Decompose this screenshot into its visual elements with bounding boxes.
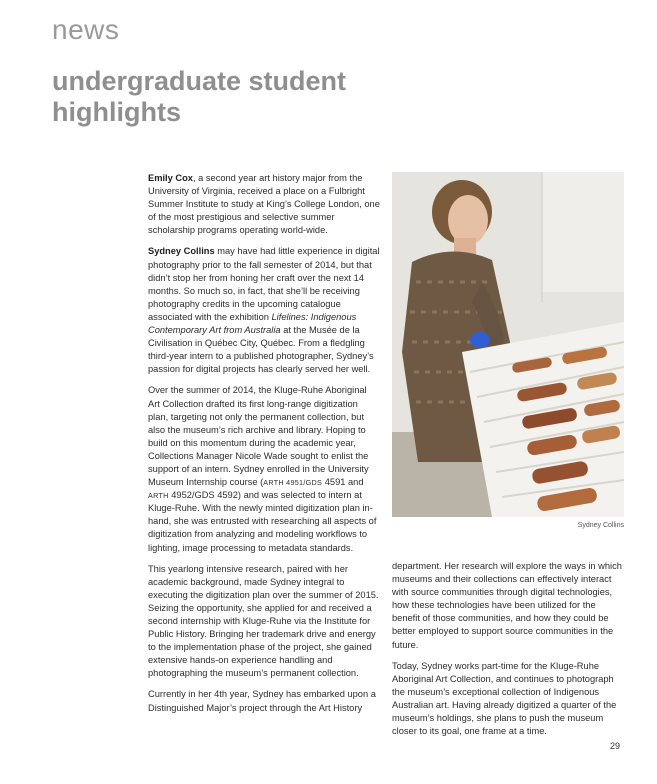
photo-sydney-collins xyxy=(392,172,624,517)
paragraph-sydney-collins xyxy=(148,245,380,376)
paragraph-digitization-plan xyxy=(148,384,380,554)
student-name-emily: Emily Cox xyxy=(148,173,193,183)
course-code: ARTH xyxy=(148,491,169,501)
paragraph-research-department: department. Her research will explore the ways in which museums and their collections can effectively interact with source communities through digital technologies, how these technologies have been utilized for the benefit of those communities, and how they could be better employed to support source communities in the future. xyxy=(392,561,622,650)
page-title: undergraduate student highlights xyxy=(52,66,347,127)
course-code: ARTH 4951/GDS xyxy=(263,478,323,488)
page-number: 29 xyxy=(610,741,621,751)
exhibition-title: Lifelines: Indigenous Contemporary Art from Australia xyxy=(148,311,357,336)
paragraph-text: , a second year art history major from the University of Virginia, received a place on a Fulbright Summer Institute to study at King’s College London, one of the most prestigious and selective summer scholarship programs operating world-wide. xyxy=(148,173,380,236)
paragraph-today: Today, Sydney works part-time for the Kluge-Ruhe Aboriginal Art Collection, and continues to photograph the museum’s exceptional collection of Indigenous Australian art. Having already digitized a quarter of the museum’s holdings, she plans to push the museum closer to its goal, one frame at a time. xyxy=(392,660,617,737)
paragraph-text: 4591 and xyxy=(322,477,364,488)
paragraph-emily-cox xyxy=(148,172,380,237)
photo-illustration xyxy=(392,172,624,517)
paragraph-text: at the Musée de la Civilisation in Québec City, Québec. From a fledgling third-year intern to a published photographer, Sydney’s passion for digital projects has clearly served her well. xyxy=(148,325,374,375)
photo-caption: Sydney Collins xyxy=(577,522,624,529)
paragraph-text: may have had little experience in digital photography prior to the fall semester of 2014, but that didn’t stop her from honing her craft over the next 14 months. So much so, in fact, that she’ll be receiving photography credits in the upcoming catalogue associated with the exhibition xyxy=(148,246,380,322)
article-column-left xyxy=(148,172,380,723)
student-name-sydney: Sydney Collins xyxy=(148,246,215,257)
paragraph-text: 4952/GDS 4592) and was selected to intern at Kluge-Ruhe. With the newly minted digitization plan in-hand, she was entrusted with researching all aspects of digitization from analyzing and modeling workflows to lighting, image processing to metadata standards. xyxy=(148,490,377,553)
paragraph-distinguished-major: Currently in her 4th year, Sydney has embarked upon a Distinguished Major’s project through the Art History xyxy=(148,689,376,713)
paragraph-yearlong-research: This yearlong intensive research, paired with her academic background, made Sydney integral to executing the digitization plan over the summer of 2015. Seizing the opportunity, she applied for and received a second internship with Kluge-Ruhe via the Institute for Public History. Bringing her trademark drive and energy to the implementation phase of the project, she gained extensive hands-on experience handling and photographing the museum’s permanent collection. xyxy=(148,563,379,679)
article-column-right xyxy=(392,560,624,746)
section-label: news xyxy=(52,14,120,45)
paragraph-text: Over the summer of 2014, the Kluge-Ruhe Aboriginal Art Collection drafted its first long-range digitization plan, targeting not only the permanent collection, but also the museum’s rich archive and library. Hoping to build on this momentum during the academic year, Collections Manager Nicole Wade sought to enlist the support of an intern. Sydney enrolled in the University Museum Internship course ( xyxy=(148,385,369,488)
